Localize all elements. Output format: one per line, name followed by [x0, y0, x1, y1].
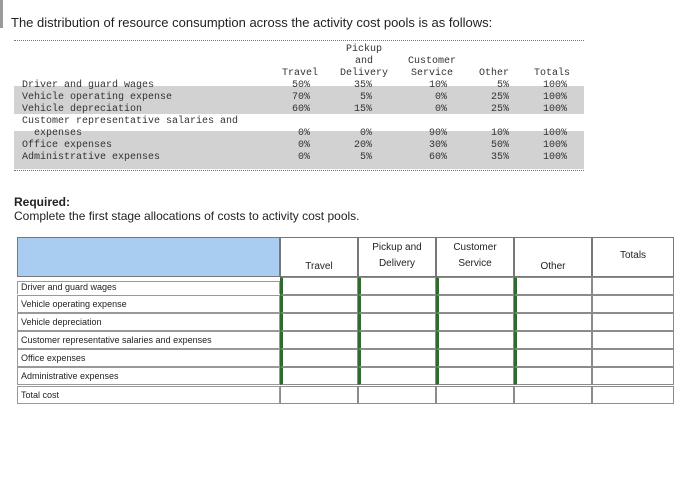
grid-row-label: Office expenses	[17, 349, 280, 367]
grid-input-cell[interactable]	[358, 349, 436, 367]
cell-customer: 10%	[428, 80, 447, 91]
grid-input-cell[interactable]	[436, 295, 514, 313]
row-label: Office expenses	[22, 140, 113, 151]
header-pickup-line1: Pickup	[345, 44, 382, 55]
grid-row-label: Customer representative salaries and expenses	[17, 331, 280, 349]
cell-pickup: 5%	[359, 152, 372, 163]
cell-travel: 60%	[291, 104, 310, 115]
cell-customer: 90%	[428, 128, 447, 139]
grid-input-cell[interactable]	[514, 367, 592, 385]
cell-totals: 100%	[542, 92, 567, 103]
grid-row-label: Administrative expenses	[17, 367, 280, 385]
cell-other: 5%	[496, 80, 509, 91]
grid-input-cell[interactable]	[514, 313, 592, 331]
grid-input-cell[interactable]	[514, 331, 592, 349]
grid-input-cell[interactable]	[280, 277, 358, 295]
row-label: Customer representative salaries and	[22, 116, 239, 127]
row-label: Administrative expenses	[22, 152, 161, 163]
cell-pickup: 15%	[353, 104, 372, 115]
cell-other: 25%	[490, 104, 509, 115]
cell-customer: 0%	[434, 104, 447, 115]
header-customer-line2: Service	[410, 68, 453, 79]
cell-pickup: 5%	[359, 92, 372, 103]
grid-input-cell[interactable]	[280, 349, 358, 367]
cell-other: 10%	[490, 128, 509, 139]
cell-travel: 50%	[291, 80, 310, 91]
grid-total-cell[interactable]	[280, 386, 358, 404]
answer-grid	[17, 237, 674, 405]
cell-travel: 70%	[291, 92, 310, 103]
grid-input-cell[interactable]	[436, 331, 514, 349]
cell-other: 35%	[490, 152, 509, 163]
header-totals: Totals	[533, 68, 570, 79]
grid-total-cell[interactable]	[436, 386, 514, 404]
cell-pickup: 35%	[353, 80, 372, 91]
grid-input-cell[interactable]	[592, 313, 674, 331]
header-other: Other	[478, 68, 509, 79]
grid-input-cell[interactable]	[514, 349, 592, 367]
grid-total-cell[interactable]	[358, 386, 436, 404]
cell-totals: 100%	[542, 80, 567, 91]
cell-totals: 100%	[542, 152, 567, 163]
grid-header-pickup-line1: Pickup and	[372, 242, 422, 253]
cell-customer: 30%	[428, 140, 447, 151]
grid-input-cell[interactable]	[358, 295, 436, 313]
table-top-rule	[14, 40, 584, 41]
cell-travel: 0%	[297, 152, 310, 163]
header-travel: Travel	[281, 68, 318, 79]
grid-header-customer-line2: Service	[458, 258, 492, 269]
cell-customer: 60%	[428, 152, 447, 163]
cell-customer: 0%	[434, 92, 447, 103]
grid-input-cell[interactable]	[280, 367, 358, 385]
required-text: Complete the first stage allocations of costs to activity cost pools.	[14, 209, 360, 223]
cell-totals: 100%	[542, 104, 567, 115]
distribution-table	[14, 40, 584, 174]
grid-input-cell[interactable]	[592, 277, 674, 295]
grid-input-cell[interactable]	[358, 331, 436, 349]
grid-row-label: Driver and guard wages	[17, 281, 280, 294]
row-label-continued: expenses	[22, 128, 83, 139]
grid-input-cell[interactable]	[358, 277, 436, 295]
cell-travel: 0%	[297, 140, 310, 151]
grid-input-cell[interactable]	[358, 313, 436, 331]
grid-header-other-label: Other	[540, 261, 566, 272]
grid-input-cell[interactable]	[436, 277, 514, 295]
cell-totals: 100%	[542, 128, 567, 139]
grid-input-cell[interactable]	[358, 367, 436, 385]
grid-header-other	[514, 237, 592, 277]
grid-input-cell[interactable]	[436, 367, 514, 385]
grid-header-travel-label: Travel	[305, 261, 333, 272]
grid-input-cell[interactable]	[280, 313, 358, 331]
grid-header-customer	[436, 237, 514, 277]
cell-pickup: 20%	[353, 140, 372, 151]
row-label: Vehicle operating expense	[22, 92, 173, 103]
grid-row-label: Vehicle operating expense	[17, 295, 280, 313]
grid-header-blank	[17, 237, 280, 277]
cell-pickup: 0%	[359, 128, 372, 139]
grid-header-pickup-line2: Delivery	[378, 258, 416, 269]
cell-other: 25%	[490, 92, 509, 103]
grid-input-cell[interactable]	[280, 295, 358, 313]
grid-input-cell[interactable]	[592, 331, 674, 349]
grid-input-cell[interactable]	[592, 349, 674, 367]
grid-input-cell[interactable]	[514, 277, 592, 295]
left-edge-bar	[0, 0, 3, 28]
required-title: Required:	[14, 195, 71, 209]
cell-travel: 0%	[297, 128, 310, 139]
header-customer-line1: Customer	[407, 56, 456, 67]
grid-input-cell[interactable]	[436, 349, 514, 367]
grid-input-cell[interactable]	[514, 295, 592, 313]
table-bottom-rule	[14, 170, 584, 171]
grid-header-totals	[592, 237, 674, 277]
grid-header-pickup	[358, 237, 436, 277]
grid-header-travel	[280, 237, 358, 277]
grid-row-label-total: Total cost	[17, 386, 280, 404]
grid-input-cell[interactable]	[592, 367, 674, 385]
header-pickup-line3: Delivery	[339, 68, 388, 79]
cell-totals: 100%	[542, 140, 567, 151]
grid-row-label: Vehicle depreciation	[17, 313, 280, 331]
header-pickup-line2: and	[354, 56, 373, 67]
grid-input-cell[interactable]	[436, 313, 514, 331]
grid-input-cell[interactable]	[280, 331, 358, 349]
cell-other: 50%	[490, 140, 509, 151]
row-label: Vehicle depreciation	[22, 104, 143, 115]
grid-total-cell[interactable]	[514, 386, 592, 404]
row-label: Driver and guard wages	[22, 80, 155, 91]
grid-header-totals-label: Totals	[619, 249, 647, 261]
grid-header-customer-line1: Customer	[453, 242, 497, 253]
grid-total-cell[interactable]	[592, 386, 674, 404]
question-text: The distribution of resource consumption across the activity cost pools is as follows:	[11, 15, 493, 30]
grid-input-cell[interactable]	[592, 295, 674, 313]
